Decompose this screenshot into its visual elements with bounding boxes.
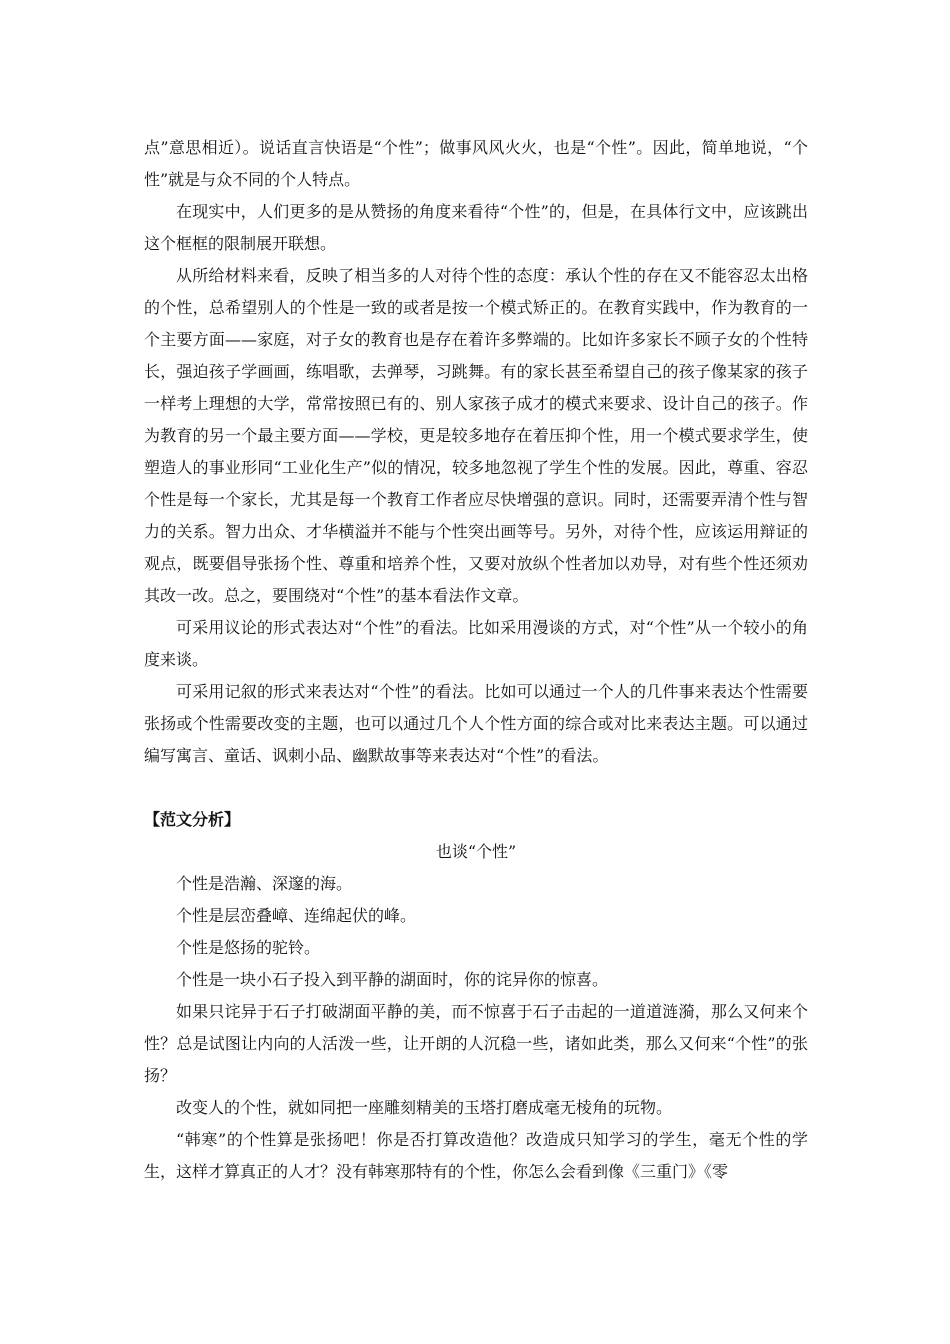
essay-paragraph: 个性是悠扬的驼铃。 — [176, 938, 321, 957]
document-body — [144, 132, 808, 1188]
intro-paragraph: 可采用记叙的形式来表达对“个性”的看法。比如可以通过一个人的几件事来表达个性需要张扬或个性需要改变的主题，也可以通过几个人个性方面的综合或对比来表达主题。可以通过编写寓言、童话、讽刺小品、幽默故事等来表达对“个性”的看法。 — [144, 682, 808, 765]
essay-paragraph: 改变人的个性，就如同把一座雕刻精美的玉塔打磨成毫无棱角的玩物。 — [176, 1098, 673, 1117]
section-heading: 【范文分析】 — [144, 810, 241, 829]
essay-paragraph: 个性是一块小石子投入到平静的湖面时，你的诧异你的惊喜。 — [176, 970, 609, 989]
intro-paragraph: 可采用议论的形式表达对“个性”的看法。比如采用漫谈的方式，对“个性”从一个较小的角度来谈。 — [144, 618, 808, 669]
essay-title: 也谈“个性” — [435, 842, 517, 861]
essay-paragraph: 个性是浩瀚、深邃的海。 — [176, 874, 353, 893]
intro-paragraph: 在现实中，人们更多的是从赞扬的角度来看待“个性”的，但是，在具体行文中，应该跳出这个框框的限制展开联想。 — [144, 202, 808, 253]
intro-paragraph: 从所给材料来看，反映了相当多的人对待个性的态度：承认个性的存在又不能容忍太出格的个性，总希望别人的个性是一致的或者是按一个模式矫正的。在教育实践中，作为教育的一个主要方面——家庭，对子女的教育也是存在着许多弊端的。比如许多家长不顾子女的个性特长，强迫孩子学画画，练唱歌，去弹琴，习跳舞。有的家长甚至希望自己的孩子像某家的孩子一样考上理想的大学，常常按照已有的、别人家孩子成才的模式来要求、设计自己的孩子。作为教育的另一个最主要方面——学校，更是较多地存在着压抑个性，用一个模式要求学生，使塑造人的事业形同“工业化生产”似的情况，较多地忽视了学生个性的发展。因此，尊重、容忍个性是每一个家长，尤其是每一个教育工作者应尽快增强的意识。同时，还需要弄清个性与智力的关系。智力出众、才华横溢并不能与个性突出画等号。另外，对待个性，应该运用辩证的观点，既要倡导张扬个性、尊重和培养个性，又要对放纵个性者加以劝导，对有些个性还须劝其改一改。总之，要围绕对“个性”的基本看法作文章。 — [144, 266, 808, 605]
essay-paragraph: 个性是层峦叠嶂、连绵起伏的峰。 — [176, 906, 417, 925]
essay-paragraph: “韩寒”的个性算是张扬吧！你是否打算改造他？改造成只知学习的学生，毫无个性的学生，这样才算真正的人才？没有韩寒那特有的个性，你怎么会看到像《三重门》《零 — [144, 1130, 808, 1181]
section-spacer — [144, 772, 808, 804]
intro-paragraph-continuation: 点”意思相近）。说话直言快语是“个性”；做事风风火火，也是“个性”。因此，简单地说，“个性”就是与众不同的个人特点。 — [144, 138, 808, 189]
essay-paragraph: 如果只诧异于石子打破湖面平静的美，而不惊喜于石子击起的一道道涟漪，那么又何来个性？总是试图让内向的人活泼一些，让开朗的人沉稳一些，诸如此类，那么又何来“个性”的张扬？ — [144, 1002, 808, 1085]
